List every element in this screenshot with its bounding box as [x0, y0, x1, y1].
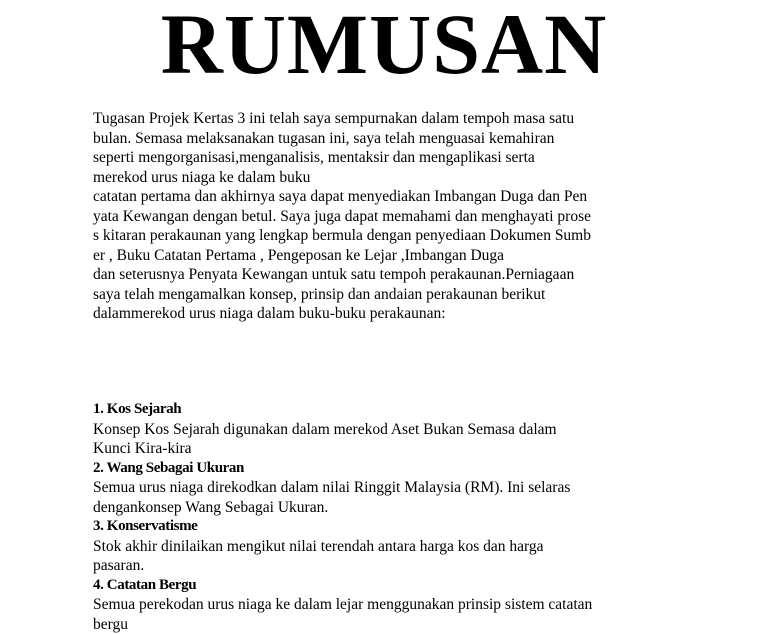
concept-text: Semua urus niaga direkodkan dalam nilai Ringgit Malaysia (RM). Ini selaras — [93, 478, 713, 498]
concept-heading: 1. Kos Sejarah — [93, 400, 713, 420]
concept-heading: 4. Catatan Bergu — [93, 576, 713, 596]
intro-paragraph — [93, 109, 693, 324]
concept-item-catatan-bergu — [93, 576, 713, 634]
concept-text: Konsep Kos Sejarah digunakan dalam merekod Aset Bukan Semasa dalam — [93, 420, 713, 440]
concept-item-kos-sejarah — [93, 400, 713, 459]
intro-line: saya telah mengamalkan konsep, prinsip dan andaian perakaunan berikut — [93, 285, 693, 305]
intro-line: catatan pertama dan akhirnya saya dapat menyediakan Imbangan Duga dan Pen — [93, 187, 693, 207]
page-title: RUMUSAN — [0, 0, 768, 94]
concept-heading: 2. Wang Sebagai Ukuran — [93, 459, 713, 479]
intro-line: Tugasan Projek Kertas 3 ini telah saya sempurnakan dalam tempoh masa satu — [93, 109, 693, 129]
intro-line: merekod urus niaga ke dalam buku — [93, 168, 693, 188]
intro-line: dan seterusnya Penyata Kewangan untuk satu tempoh perakaunan.Perniagaan — [93, 265, 693, 285]
intro-line: er , Buku Catatan Pertama , Pengeposan ke Lejar ,Imbangan Duga — [93, 246, 693, 266]
concept-text: pasaran. — [93, 556, 713, 576]
intro-line: yata Kewangan dengan betul. Saya juga dapat memahami dan menghayati prose — [93, 207, 693, 227]
concept-list — [93, 400, 713, 634]
concept-item-wang-sebagai-ukuran — [93, 459, 713, 518]
concept-text: bergu — [93, 615, 713, 634]
concept-text: Semua perekodan urus niaga ke dalam lejar menggunakan prinsip sistem catatan — [93, 595, 713, 615]
concept-text: Stok akhir dinilaikan mengikut nilai terendah antara harga kos dan harga — [93, 537, 713, 557]
intro-line: s kitaran perakaunan yang lengkap bermula dengan penyediaan Dokumen Sumb — [93, 226, 693, 246]
intro-line: dalammerekod urus niaga dalam buku-buku perakaunan: — [93, 304, 693, 324]
concept-text: Kunci Kira-kira — [93, 439, 713, 459]
concept-item-konservatisme — [93, 517, 713, 576]
intro-line: bulan. Semasa melaksanakan tugasan ini, saya telah menguasai kemahiran — [93, 129, 693, 149]
concept-text: dengankonsep Wang Sebagai Ukuran. — [93, 498, 713, 518]
concept-heading: 3. Konservatisme — [93, 517, 713, 537]
intro-line: seperti mengorganisasi,menganalisis, mentaksir dan mengaplikasi serta — [93, 148, 693, 168]
